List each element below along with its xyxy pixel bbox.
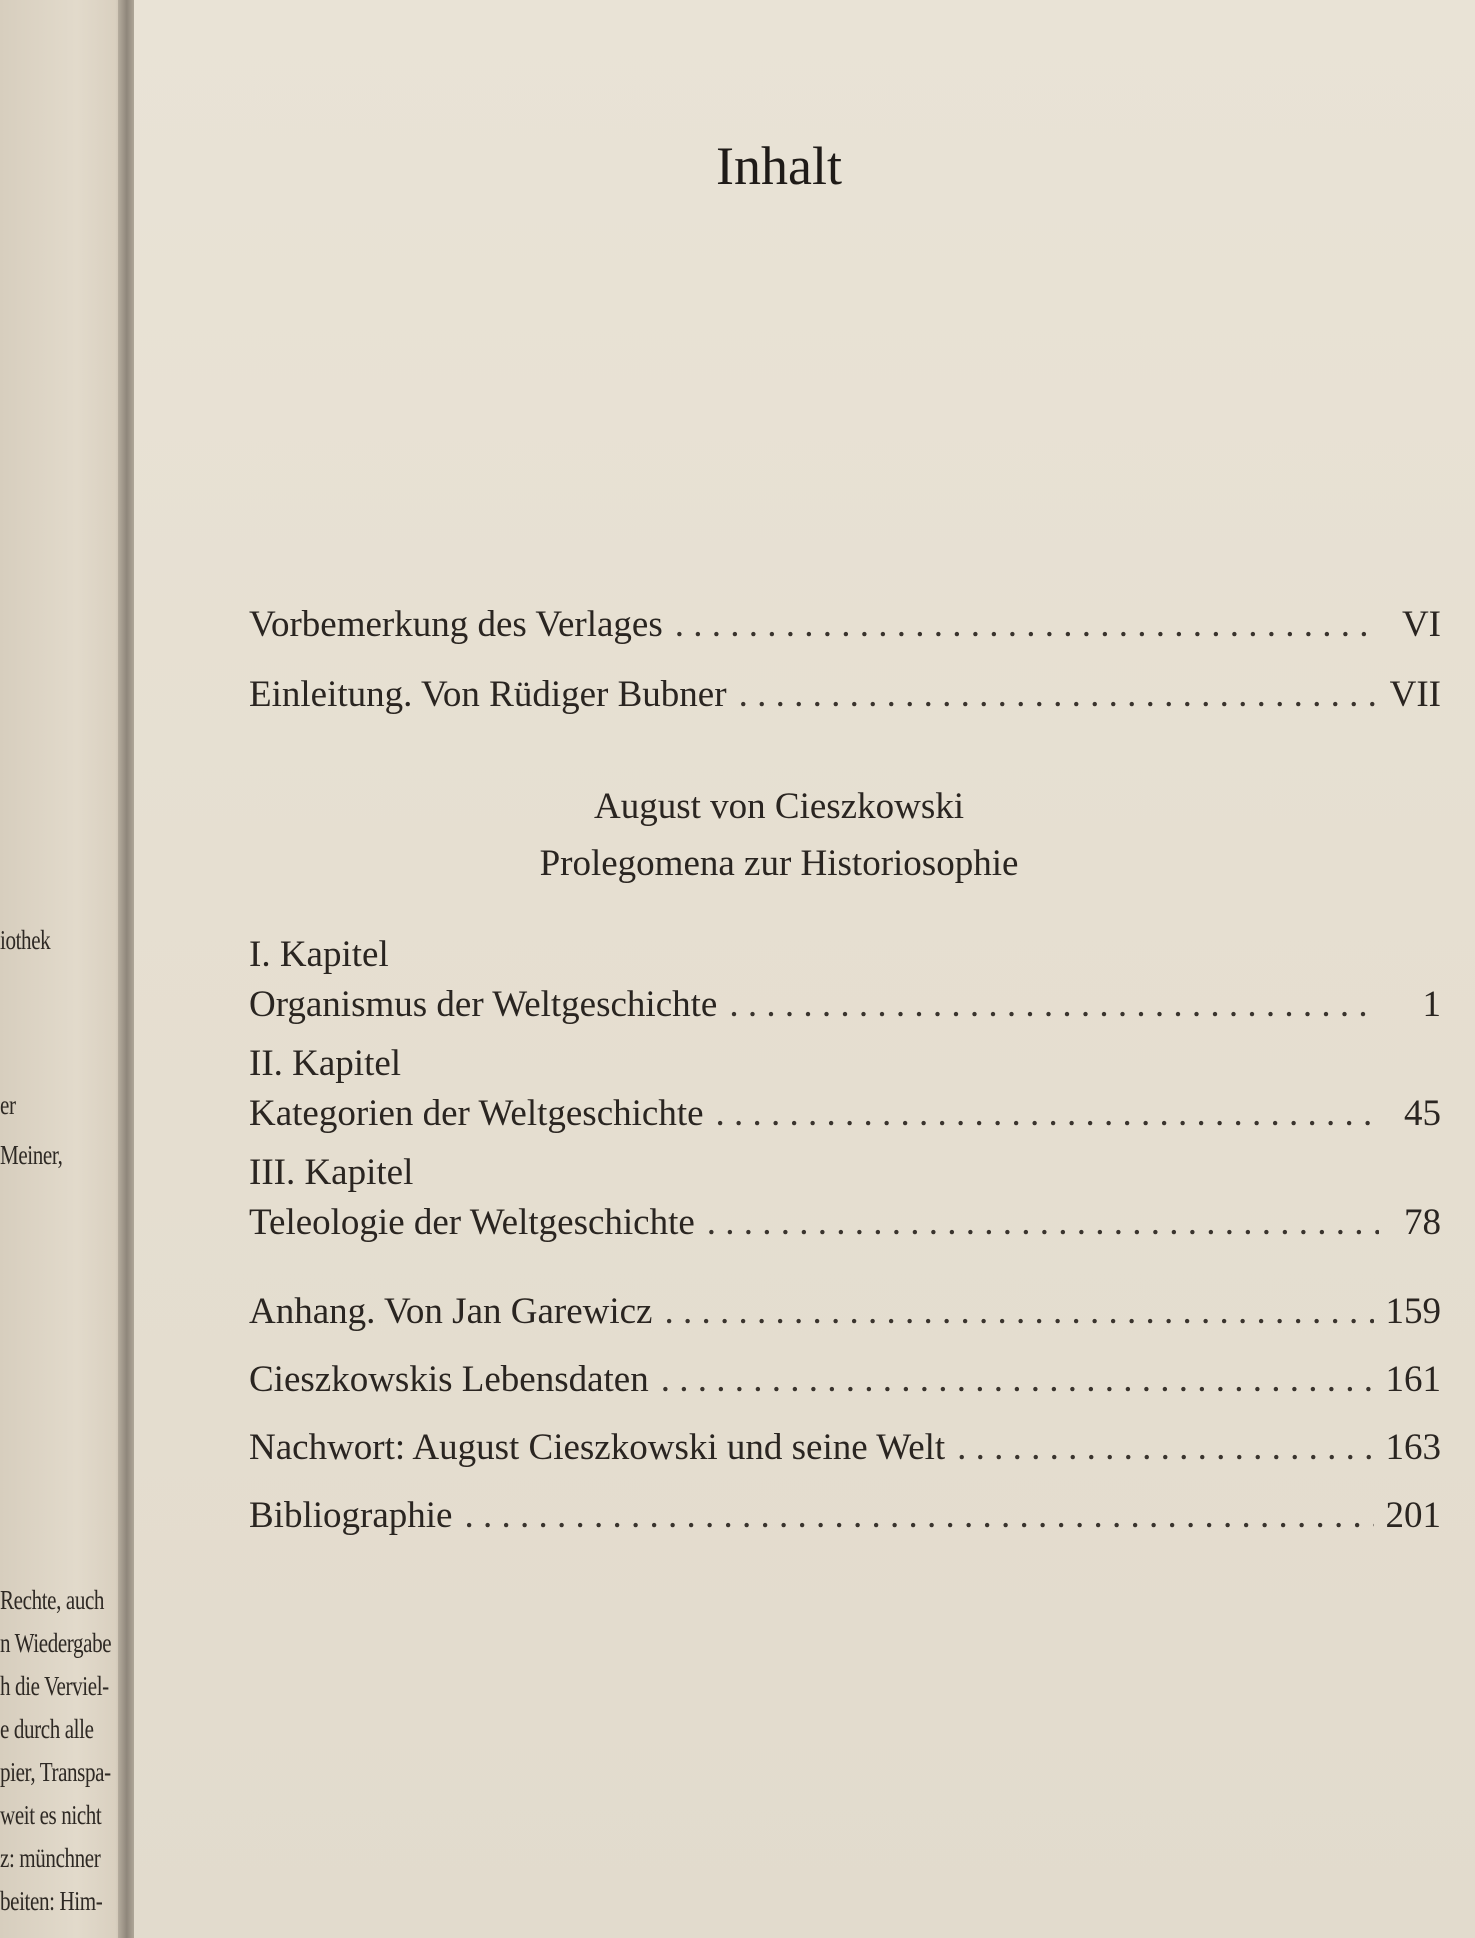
left-page-fragment: Meiner, (0, 1140, 63, 1170)
toc-entry-page: 201 (1385, 1495, 1441, 1536)
dot-leader (664, 1290, 1373, 1333)
toc-entry (249, 1290, 1441, 1333)
toc-entry-page: 45 (1404, 1093, 1441, 1134)
left-page-fragment: beiten: Him- (0, 1886, 103, 1916)
chapter-heading: I. Kapitel (249, 934, 389, 975)
left-page-fragment: h die Verviel- (0, 1671, 109, 1701)
dot-leader (729, 983, 1379, 1026)
left-page-fragment: Rechte, auch (0, 1585, 105, 1615)
left-page-fragment: pier, Transpa- (0, 1757, 111, 1787)
toc-entry (249, 1358, 1441, 1401)
dot-leader (675, 603, 1379, 646)
section-work-title: Prolegomena zur Historiosophie (539, 843, 1019, 884)
left-page-fragment: iothek (0, 925, 51, 955)
toc-entry-label: Einleitung. Von Rüdiger Bubner (249, 674, 727, 715)
dot-leader (957, 1426, 1373, 1469)
toc-entry-page: 1 (1422, 984, 1441, 1025)
chapter-heading: II. Kapitel (249, 1043, 402, 1084)
toc-entry-label: Nachwort: August Cieszkowski und seine Welt (249, 1427, 946, 1468)
toc-entry-page: 163 (1385, 1427, 1441, 1468)
dot-leader (707, 1201, 1379, 1244)
left-page-fragment: er (0, 1090, 16, 1120)
chapter-heading: III. Kapitel (249, 1152, 414, 1193)
dot-leader (661, 1358, 1374, 1401)
page-title: Inhalt (716, 136, 842, 196)
section-author: August von Cieszkowski (594, 786, 964, 827)
dot-leader (739, 673, 1378, 716)
toc-entry-label: Cieszkowskis Lebensdaten (249, 1359, 649, 1400)
toc-entry-page: VI (1401, 604, 1441, 645)
left-page-fragment: n Wiedergabe (0, 1628, 112, 1658)
toc-entry-page: 161 (1385, 1359, 1441, 1400)
contents-page (134, 0, 1475, 1938)
toc-entry (249, 673, 1441, 716)
toc-entry-label: Vorbemerkung des Verlages (249, 604, 663, 645)
toc-entry (249, 1201, 1441, 1244)
toc-entry (249, 1092, 1441, 1135)
toc-entry (249, 1426, 1441, 1469)
toc-entry-label: Organismus der Weltgeschichte (249, 984, 718, 1025)
left-page-fragment: e durch alle (0, 1714, 94, 1744)
toc-entry-page: 159 (1385, 1291, 1441, 1332)
dot-leader (464, 1494, 1373, 1537)
toc-entry-page: VII (1389, 674, 1441, 715)
toc-entry-label: Kategorien der Weltgeschichte (249, 1093, 704, 1134)
dot-leader (716, 1092, 1379, 1135)
toc-entry-label: Bibliographie (249, 1495, 453, 1536)
toc-entry-page: 78 (1404, 1202, 1441, 1243)
toc-entry-label: Teleologie der Weltgeschichte (249, 1202, 695, 1243)
toc-entry (249, 1494, 1441, 1537)
toc-entry (249, 983, 1441, 1026)
left-page-fragment: weit es nicht (0, 1800, 102, 1830)
toc-entry-label: Anhang. Von Jan Garewicz (249, 1291, 653, 1332)
left-page-fragment: z: münchner (0, 1843, 101, 1873)
toc-entry (249, 603, 1441, 646)
left-facing-page (0, 0, 128, 1938)
